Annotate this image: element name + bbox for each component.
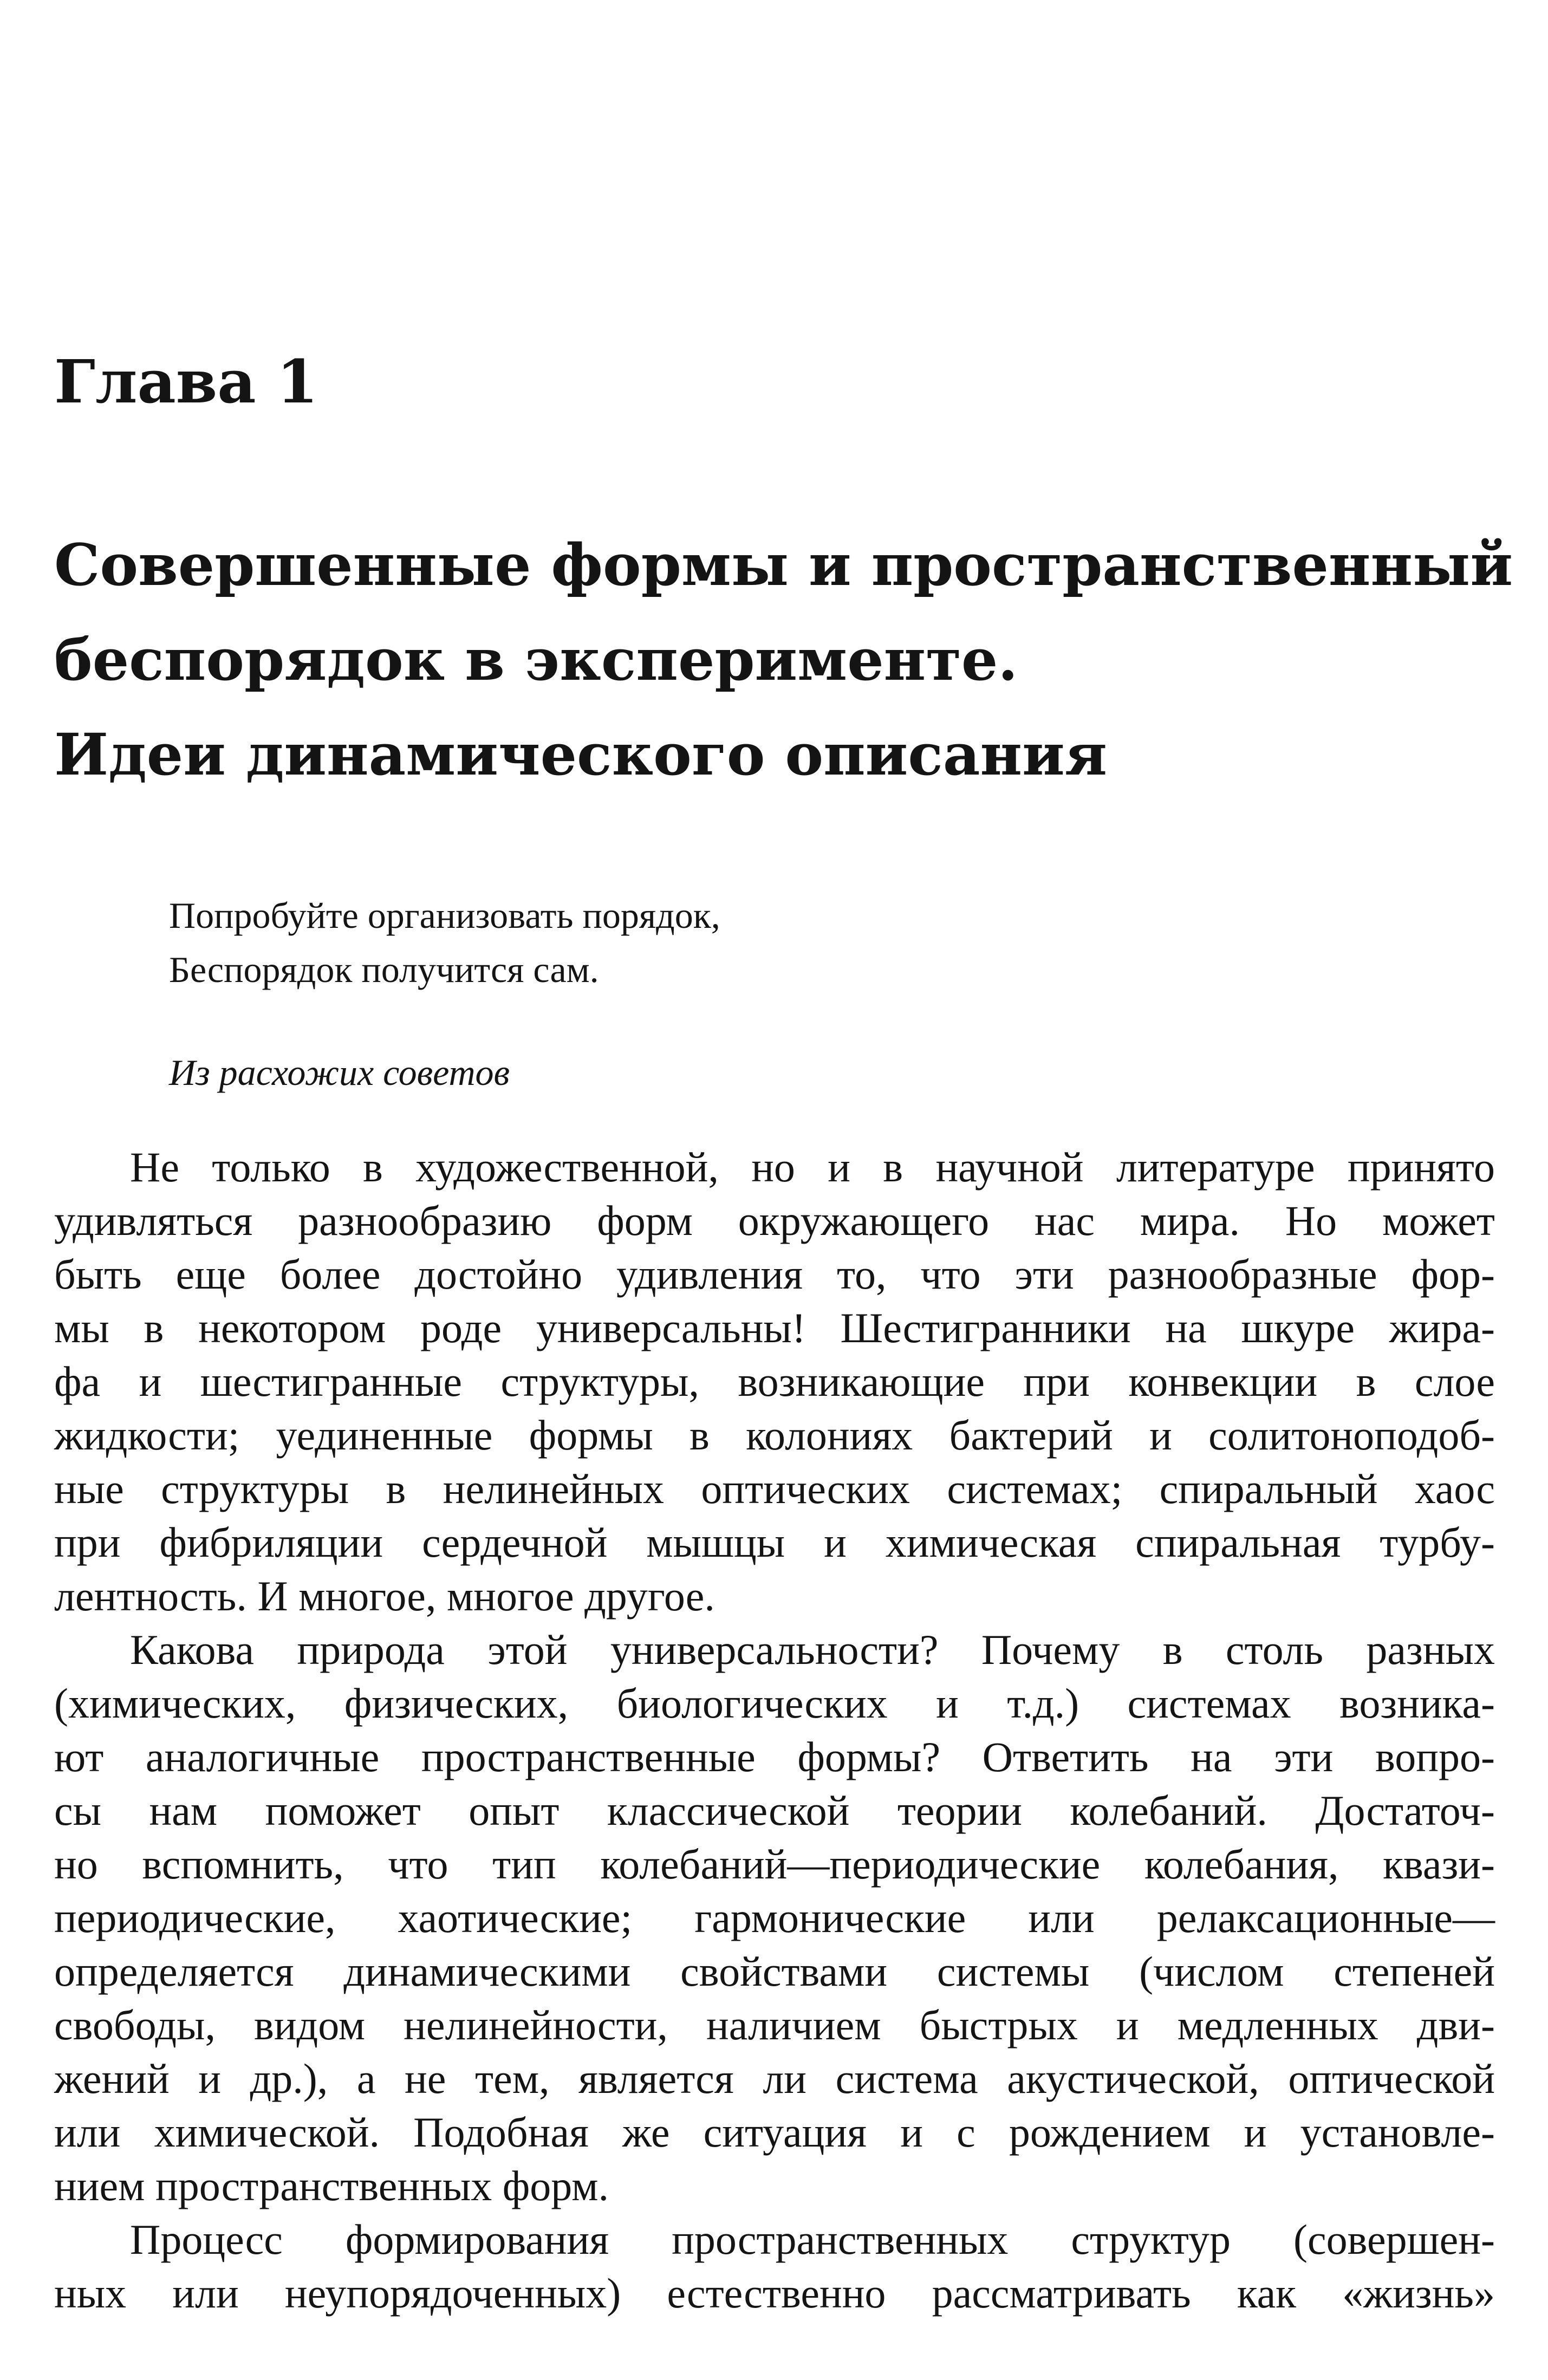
paragraph (54, 2213, 1495, 2320)
text-line: Какова природа этой универсальности? Почему в столь разных (130, 1626, 1495, 1673)
text-line: фа и шестигранные структуры, возникающие при конвекции в слое (54, 1358, 1495, 1405)
text-line: нием пространственных форм. (54, 2162, 609, 2209)
text-line: но вспомнить, что тип колебаний—периодические колебания, квази- (54, 1841, 1495, 1888)
text-line: ных или неупорядоченных) естественно рассматривать как «жизнь» (54, 2270, 1495, 2317)
text-line: определяется динамическими свойствами системы (числом степеней (54, 1948, 1495, 1995)
text-line: лентность. И многое, многое другое. (54, 1572, 715, 1620)
text-line: сы нам поможет опыт классической теории колебаний. Достаточ- (54, 1787, 1495, 1834)
text-line: жидкости; уединенные формы в колониях бактерий и солитоноподоб- (54, 1412, 1495, 1459)
chapter-label: Глава 1 (54, 347, 318, 417)
text-line: Не только в художественной, но и в научной литературе принято (130, 1143, 1495, 1191)
body-text (54, 1140, 1495, 2320)
chapter-title-line: Идеи динамического описания (54, 720, 1108, 788)
text-line: ют аналогичные пространственные формы? Ответить на эти вопро- (54, 1733, 1495, 1780)
paragraph (54, 1623, 1495, 2213)
text-line: ные структуры в нелинейных оптических системах; спиральный хаос (54, 1465, 1495, 1512)
text-line: мы в некотором роде универсальны! Шестигранники на шкуре жира- (54, 1304, 1495, 1351)
text-line: свободы, видом нелинейности, наличием быстрых и медленных дви- (54, 2001, 1495, 2049)
text-line: или химической. Подобная же ситуация и с рождением и установле- (54, 2109, 1495, 2156)
epigraph-source: Из расхожих советов (169, 1052, 510, 1093)
text-line: жений и др.), а не тем, является ли система акустической, оптической (54, 2055, 1495, 2102)
paragraph (54, 1140, 1495, 1623)
chapter-title (54, 517, 1517, 802)
chapter-title-line: Совершенные формы и пространственный (54, 531, 1513, 599)
text-line: при фибриляции сердечной мышцы и химическая спиральная турбу- (54, 1519, 1495, 1566)
text-line: быть еще более достойно удивления то, что эти разнообразные фор- (54, 1251, 1495, 1298)
text-line: (химических, физических, биологических и т.д.) системах возника- (54, 1680, 1495, 1727)
epigraph-line: Беспорядок получится сам. (169, 949, 599, 990)
epigraph-line: Попробуйте организовать порядок, (169, 895, 720, 936)
chapter-title-line: беспорядок в эксперименте. (54, 626, 1018, 693)
text-line: Процесс формирования пространственных структур (совершен- (130, 2216, 1495, 2263)
text-line: удивляться разнообразию форм окружающего нас мира. Но может (54, 1197, 1495, 1244)
epigraph (169, 888, 720, 997)
text-line: периодические, хаотические; гармонические или релаксационные— (54, 1894, 1495, 1941)
